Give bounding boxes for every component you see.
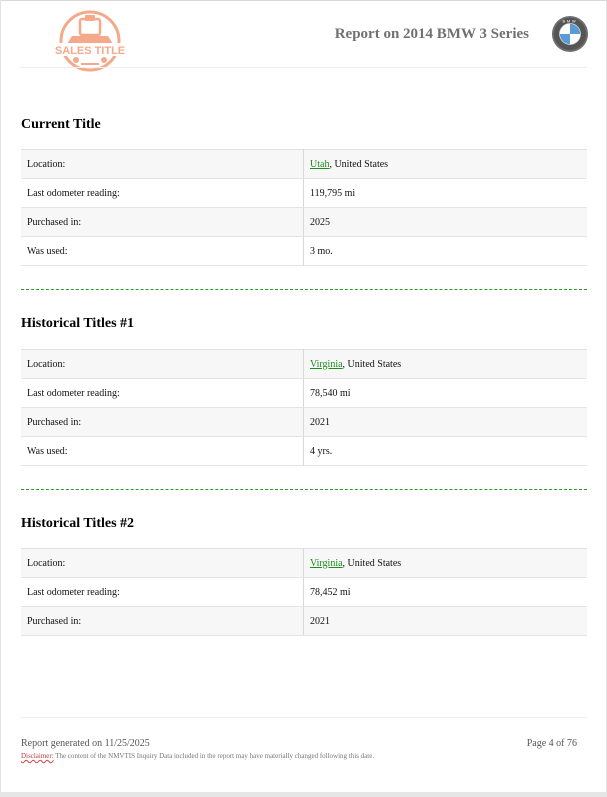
current-title-table: [21, 149, 587, 266]
section-separator: [21, 289, 587, 290]
state-link[interactable]: Virginia: [310, 557, 343, 569]
bmw-logo-icon: [551, 15, 589, 53]
report-title: Report on 2014 BMW 3 Series: [334, 26, 529, 42]
table-row: [21, 208, 587, 237]
table-row: [21, 379, 587, 408]
country-text: , United States: [329, 158, 389, 170]
table-row: [21, 179, 587, 208]
page-border-bottom: [0, 792, 607, 797]
row-label: Was used:: [21, 437, 304, 466]
state-link[interactable]: Virginia: [310, 358, 343, 370]
row-value: [304, 350, 588, 379]
row-value: 2021: [304, 607, 588, 636]
report-header: [0, 0, 607, 68]
report-generated-date: Report generated on 11/25/2025: [21, 738, 150, 749]
row-label: Last odometer reading:: [21, 379, 304, 408]
row-label: Location:: [21, 549, 304, 578]
disclaimer-text: The content of the NMVTIS Inquiry Data included in the report may have materially changed following this date.: [55, 752, 375, 760]
row-label: Was used:: [21, 237, 304, 266]
country-text: , United States: [342, 358, 402, 370]
header-divider: [20, 67, 587, 68]
row-value: 2025: [304, 208, 588, 237]
section-title-current: Current Title: [21, 117, 101, 132]
historical-title-2-table: [21, 548, 587, 636]
row-label: Purchased in:: [21, 607, 304, 636]
table-row: [21, 237, 587, 266]
row-label: Last odometer reading:: [21, 179, 304, 208]
row-label: Purchased in:: [21, 408, 304, 437]
table-row: [21, 607, 587, 636]
row-value: 78,540 mi: [304, 379, 588, 408]
row-value: [304, 549, 588, 578]
table-row: [21, 549, 587, 578]
row-label: Last odometer reading:: [21, 578, 304, 607]
row-value: [304, 150, 588, 179]
table-row: [21, 437, 587, 466]
page-border-left: [0, 0, 1, 797]
table-row: [21, 408, 587, 437]
row-value: 4 yrs.: [304, 437, 588, 466]
row-label: Location:: [21, 350, 304, 379]
footer-divider: [20, 717, 587, 718]
row-value: 119,795 mi: [304, 179, 588, 208]
disclaimer: [21, 752, 374, 760]
row-value: 78,452 mi: [304, 578, 588, 607]
row-value: 3 mo.: [304, 237, 588, 266]
country-text: , United States: [342, 557, 402, 569]
bmw-logo-text: BMW: [562, 19, 578, 24]
state-link[interactable]: Utah: [310, 158, 330, 170]
row-label: Purchased in:: [21, 208, 304, 237]
section-title-historical-2: Historical Titles #2: [21, 516, 135, 531]
row-value: 2021: [304, 408, 588, 437]
row-label: Location:: [21, 150, 304, 179]
table-row: [21, 578, 587, 607]
section-title-historical-1: Historical Titles #1: [21, 316, 135, 331]
table-row: [21, 150, 587, 179]
table-row: [21, 350, 587, 379]
sales-title-logo: [54, 10, 126, 72]
section-separator: [21, 489, 587, 490]
historical-title-1-table: [21, 349, 587, 466]
logo-text: SALES TITLE: [54, 45, 126, 57]
disclaimer-label: Disclaimer:: [21, 752, 54, 760]
page-number: Page 4 of 76: [526, 738, 577, 749]
